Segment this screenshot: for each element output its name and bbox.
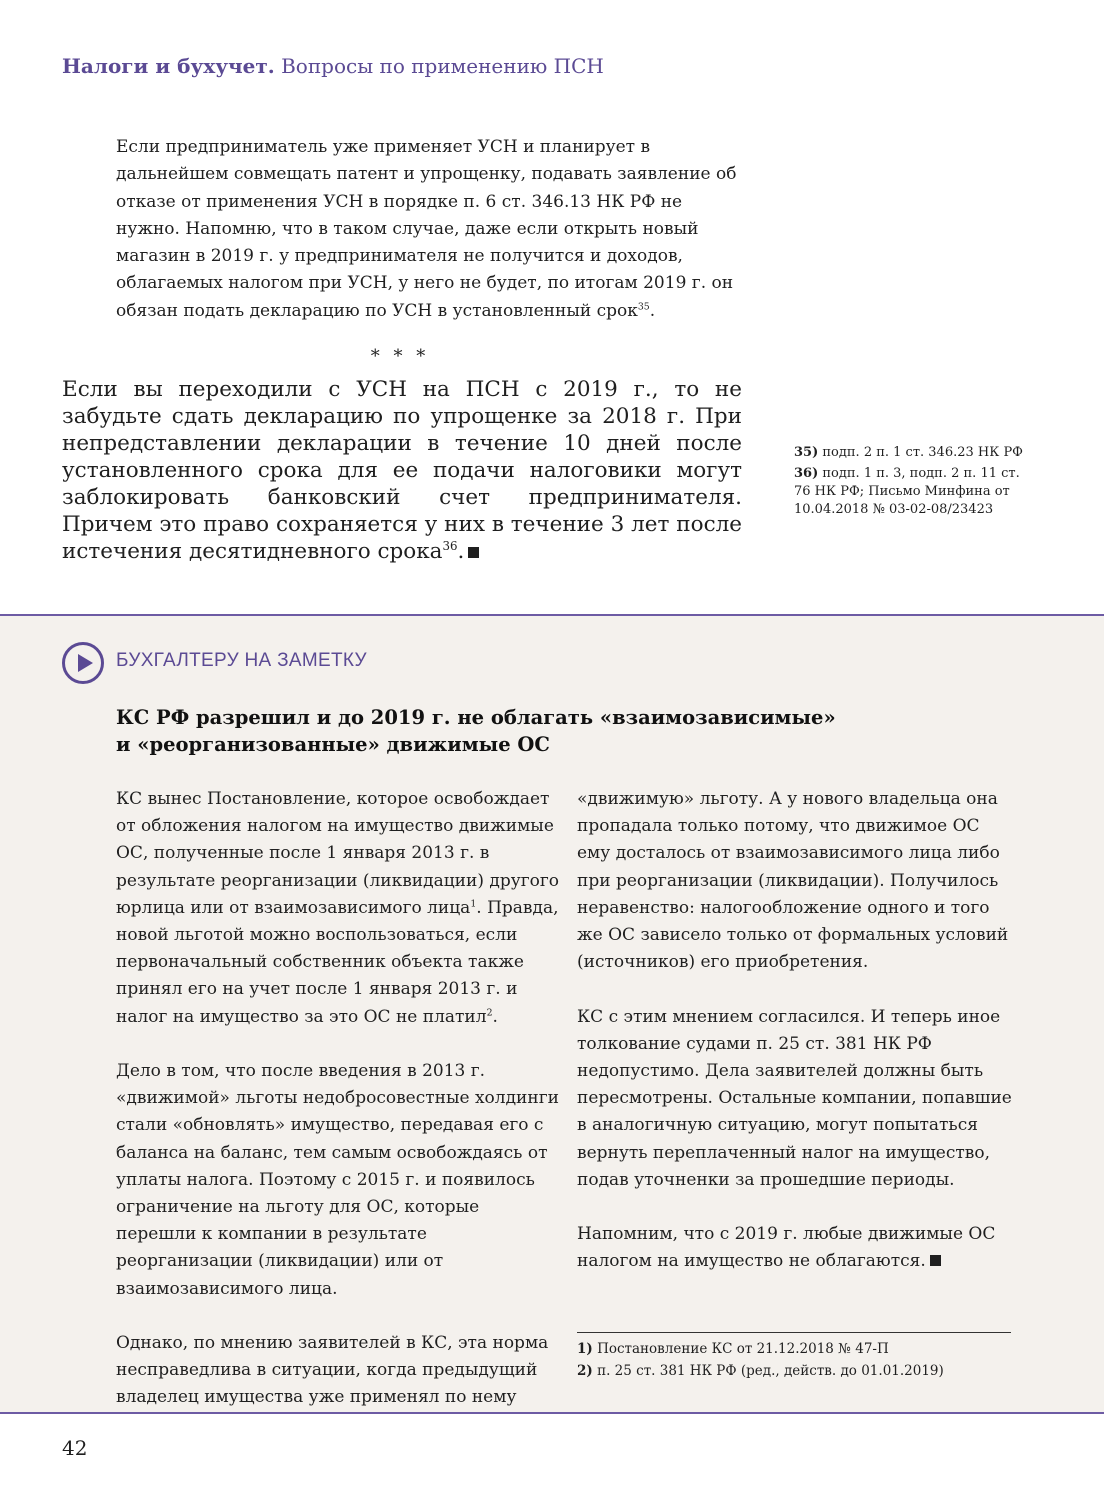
- box-footnote: [577, 1360, 1011, 1382]
- box-paragraph: [116, 786, 561, 1031]
- indented-paragraph: [116, 134, 740, 325]
- box-text: . Правда, новой льготой можно воспользоваться, если первоначальный собственник объекта также принял его на учет после 1 января 2013 г. и налог на имущество за это ОС не платил: [116, 897, 559, 1027]
- box-title: [116, 704, 876, 758]
- side-footnotes: [794, 444, 1024, 522]
- section-separator: * * *: [370, 346, 430, 367]
- box-paragraph: Дело в том, что после введения в 2013 г. «движимой» льготы недобросовестные холдинги стали «обновлять» имущество, передавая его с баланса на баланс, тем самым освобождаясь от уплаты налога. Поэтому с 2015 г. и появилось ограничение на льготу для ОС, которые перешли к компании в результате реорганизации (ликвидации) или от взаимозависимого лица.: [116, 1061, 559, 1299]
- box-column-left: [116, 786, 561, 1439]
- footnote-ref-1: 1: [470, 898, 477, 910]
- box-footnote-text: Постановление КС от 21.12.2018 № 47-П: [597, 1341, 889, 1357]
- box-footnote: [577, 1338, 1011, 1360]
- indented-end: .: [649, 300, 656, 321]
- main-text: Если вы переходили с УСН на ПСН с 2019 г., то не забудьте сдать декларацию по упрощенке за 2018 г. При непредставлении декларации в течение 10 дней после установленного срока для ее подачи налоговики могут заблокировать банковский счет предпринимателя. Причем это право сохраняется у них в течение 3 лет после истечения десятидневного срока: [62, 377, 742, 564]
- box-footnote-number: 1): [577, 1341, 593, 1357]
- side-footnote-number: 36): [794, 466, 819, 481]
- box-label: БУХГАЛТЕРУ НА ЗАМЕТКУ: [116, 650, 367, 671]
- header-subtitle: Вопросы по применению ПСН: [281, 54, 604, 78]
- box-text: КС вынес Постановление, которое освобождает от обложения налогом на имущество движимые ОС, полученные после 1 января 2013 г. в результате реорганизации (ликвидации) другого юрлица или от взаимозависимого лица: [116, 789, 560, 918]
- side-footnote: [794, 444, 1024, 462]
- box-footnote-text: п. 25 ст. 381 НК РФ (ред., действ. до 01.01.2019): [597, 1363, 944, 1379]
- side-footnote: [794, 465, 1024, 519]
- box-title-line: и «реорганизованные» движимые ОС: [116, 733, 550, 756]
- side-footnote-text: подп. 2 п. 1 ст. 346.23 НК РФ: [822, 445, 1023, 460]
- box-footnote-number: 2): [577, 1363, 593, 1379]
- box-column-right: [577, 786, 1017, 1303]
- side-footnote-number: 35): [794, 445, 819, 460]
- end-mark-icon: [468, 547, 479, 558]
- main-paragraph: [62, 376, 742, 565]
- play-icon: [62, 642, 104, 684]
- accountant-note-box: [0, 614, 1104, 1414]
- running-header: [62, 54, 604, 78]
- indented-text: Если предприниматель уже применяет УСН и планирует в дальнейшем совмещать патент и упрощенку, подавать заявление об отказе от применения УСН в порядке п. 6 ст. 346.13 НК РФ не нужно. Напомню, что в таком случае, даже если открыть новый магазин в 2019 г. у предпринимателя не получится и доходов, облагаемых налогом при УСН, у него не будет, по итогам 2019 г. он обязан подать декларацию по УСН в установленный срок: [116, 137, 737, 321]
- box-paragraph: Однако, по мнению заявителей в КС, эта норма несправедлива в ситуации, когда предыдущий владелец имущества уже применял по нему: [116, 1333, 549, 1408]
- box-paragraph: КС с этим мнением согласился. И теперь иное толкование судами п. 25 ст. 381 НК РФ недопустимо. Дела заявителей должны быть пересмотрены. Остальные компании, попавшие в аналогичную ситуацию, могут попытаться вернуть переплаченный налог на имущество, подав уточненки за прошедшие периоды.: [577, 1006, 1012, 1190]
- box-title-line: КС РФ разрешил и до 2019 г. не облагать «взаимозависимые»: [116, 706, 836, 729]
- box-text: Напомним, что с 2019 г. любые движимые ОС налогом на имущество не облагаются.: [577, 1224, 996, 1272]
- box-paragraph: «движимую» льготу. А у нового владельца она пропадала только потому, что движимое ОС ему досталось от взаимозависимого лица либо при реорганизации (ликвидации). Получилось неравенство: налогообложение одного и того же ОС зависело только от формальных условий (источников) его приобретения.: [577, 789, 1009, 973]
- side-footnote-text: подп. 1 п. 3, подп. 2 п. 11 ст. 76 НК РФ; Письмо Минфина от 10.04.2018 № 03-02-08/23423: [794, 466, 1020, 517]
- main-end: .: [457, 539, 465, 564]
- box-text: .: [492, 1006, 498, 1027]
- header-section: Налоги и бухучет.: [62, 54, 275, 78]
- footnote-ref-2: 2: [486, 1006, 493, 1018]
- footnote-ref-36: 36: [442, 538, 458, 553]
- page-number: 42: [62, 1436, 88, 1460]
- footnote-ref-35: 35: [637, 301, 650, 313]
- box-paragraph: [577, 1221, 1017, 1275]
- box-footnotes: [577, 1332, 1011, 1382]
- end-mark-icon: [930, 1255, 941, 1266]
